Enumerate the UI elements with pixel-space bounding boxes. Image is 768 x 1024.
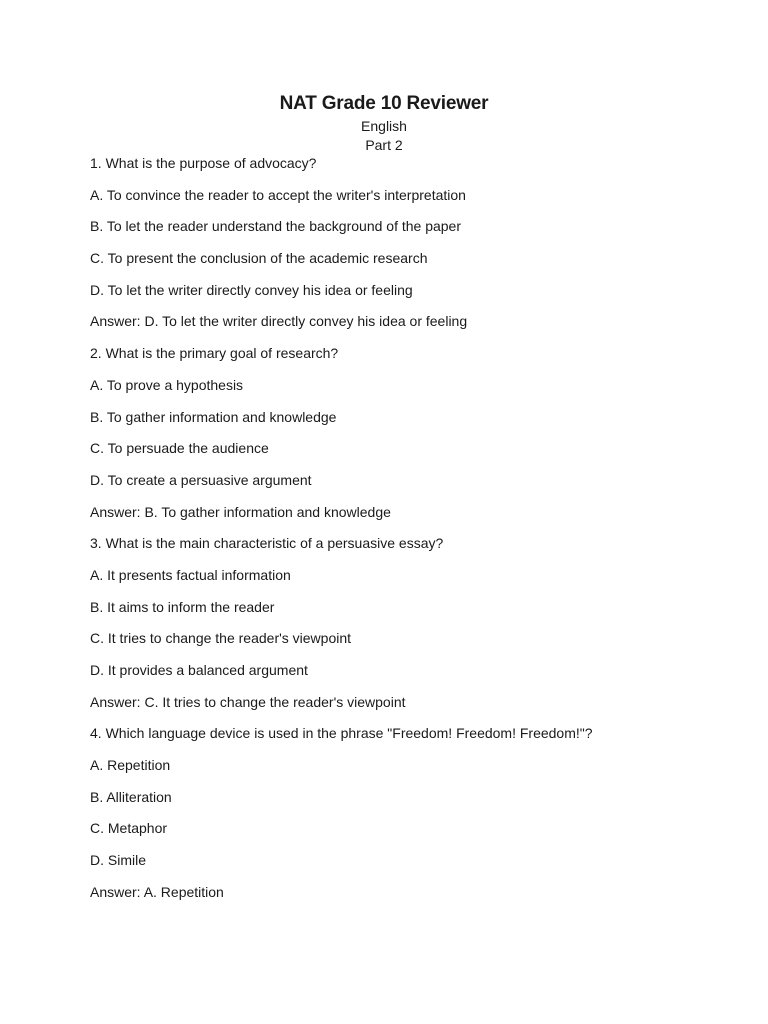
answer-key: Answer: B. To gather information and knowledge xyxy=(90,503,391,520)
document-part: Part 2 xyxy=(365,137,403,153)
document-subject: English xyxy=(361,118,407,134)
answer-key: Answer: D. To let the writer directly convey his idea or feeling xyxy=(90,313,468,330)
question-text: 4. Which language device is used in the phrase "Freedom! Freedom! Freedom!"? xyxy=(90,725,593,742)
answer-key: Answer: A. Repetition xyxy=(90,883,224,900)
answer-option: B. To let the reader understand the background of the paper xyxy=(90,218,461,235)
document-title: NAT Grade 10 Reviewer xyxy=(279,93,489,114)
answer-option: C. To present the conclusion of the academic research xyxy=(90,250,428,267)
answer-option: B. Alliteration xyxy=(90,788,172,805)
question-text: 1. What is the purpose of advocacy? xyxy=(90,155,317,171)
answer-key: Answer: C. It tries to change the reader's viewpoint xyxy=(90,693,406,710)
answer-option: D. It provides a balanced argument xyxy=(90,662,308,678)
answer-option: D. Simile xyxy=(90,852,147,869)
answer-option: B. To gather information and knowledge xyxy=(90,408,337,425)
answer-option: A. Repetition xyxy=(90,757,171,774)
answer-option: B. It aims to inform the reader xyxy=(90,598,275,615)
answer-option: C. Metaphor xyxy=(90,820,168,837)
answer-option: C. It tries to change the reader's viewpoint xyxy=(90,630,352,647)
answer-option: C. To persuade the audience xyxy=(90,440,269,457)
answer-option: D. To let the writer directly convey his idea or feeling xyxy=(90,281,413,298)
answer-option: A. To convince the reader to accept the writer's interpretation xyxy=(90,186,466,203)
question-text: 3. What is the main characteristic of a persuasive essay? xyxy=(90,535,444,552)
answer-option: A. It presents factual information xyxy=(90,566,291,583)
question-list xyxy=(90,154,730,915)
question-text: 2. What is the primary goal of research? xyxy=(90,345,339,362)
answer-option: D. To create a persuasive argument xyxy=(90,471,312,488)
answer-option: A. To prove a hypothesis xyxy=(90,376,244,393)
